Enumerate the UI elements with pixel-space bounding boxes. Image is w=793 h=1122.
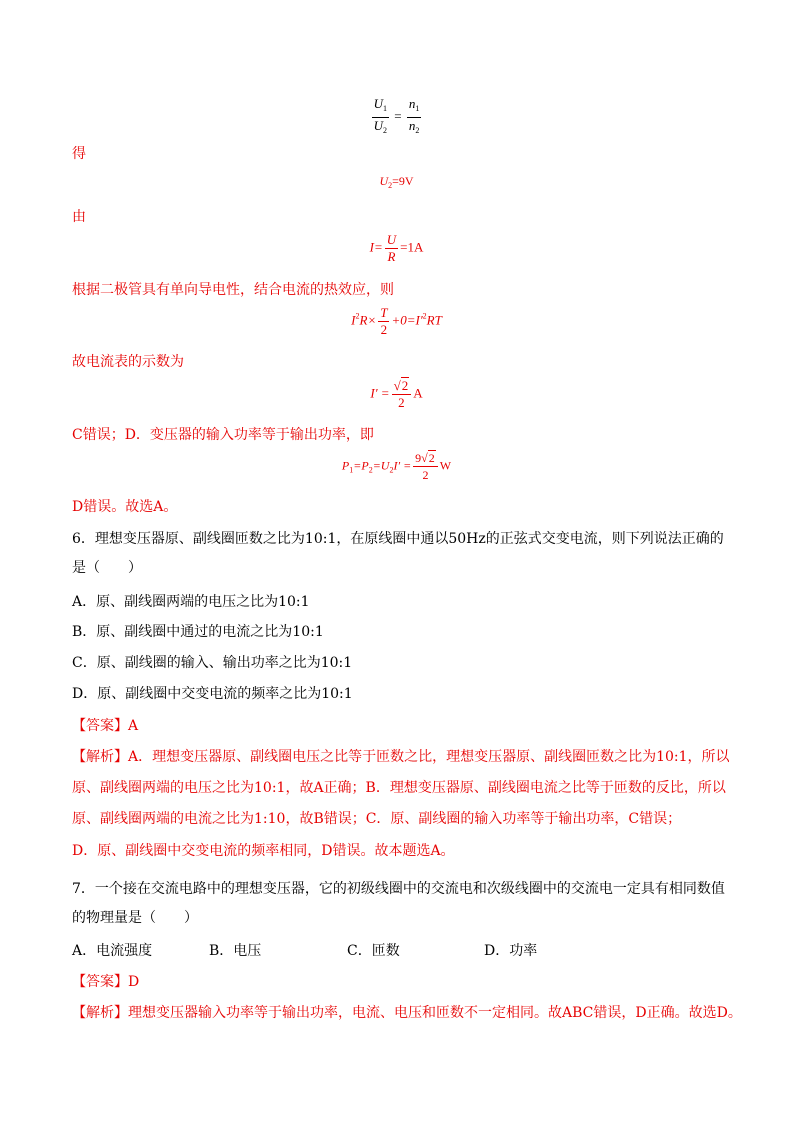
q7-option-a: A．电流强度 [72,943,153,959]
formula-rms-current: I′ = $\frac{√2}{2}$ A [370,378,423,410]
q6-option-a: A．原、副线圈两端的电压之比为10:1 [72,594,310,610]
q7-analysis: 【解析】理想变压器输入功率等于输出功率，电流、电压和匝数不一定相同。故ABC错误，D正确。故选D。 [72,1005,742,1021]
q6-analysis-line2: 原、副线圈两端的电压之比为10:1，故A正确；B．理想变压器原、副线圈电流之比等于匝数的反比，所以 [72,780,726,796]
q7-stem-line1: 7．一个接在交流电路中的理想变压器，它的初级线圈中的交流电和次级线圈中的交流电一定具有相同数值 [72,881,725,897]
text-c-wrong: C错误；D．变压器的输入功率等于输出功率，即 [72,427,374,443]
q7-option-c: C．匝数 [347,943,400,959]
formula-current: I= $\frac{U}{R}$ =1A [369,232,424,264]
q6-option-c: C．原、副线圈的输入、输出功率之比为10:1 [72,655,353,671]
q6-stem-line2: 是（ ） [72,560,142,576]
formula-u2: $U_2=9V$ [379,174,414,190]
q6-analysis-line3: 原、副线圈两端的电流之比为1:10，故B错误；C．原、副线圈的输入功率等于输出功率，C错误； [72,811,682,827]
q7-stem-line2: 的物理量是（ ） [72,910,198,926]
formula-power: $P_1=P_2=U_2I'$ = $\frac{9√2}{2}$ W [341,451,452,482]
text-ammeter-reading: 故电流表的示数为 [72,354,184,370]
q6-analysis-line1: 【解析】A．理想变压器原、副线圈电压之比等于匝数之比，理想变压器原、副线圈匝数之比为10:1，所以 [72,749,730,765]
text-diode-basis: 根据二极管具有单向导电性，结合电流的热效应，则 [72,282,394,298]
formula-voltage-ratio: $\frac{U_1}{U_2}$ = $\frac{n_1}{n_2}$ [373,96,420,135]
formula-heat-effect: $I^2R\times$ $\frac{T}{2}$ $+0=I'^2RT$ [351,305,442,337]
q6-analysis-line4: D．原、副线圈中交变电流的频率相同，D错误。故本题选A。 [72,843,455,859]
q6-option-d: D．原、副线圈中交变电流的频率之比为10:1 [72,686,353,702]
q6-stem-line1: 6．理想变压器原、副线圈匝数之比为10:1，在原线圈中通以50Hz的正弦式交变电流，则下列说法正确的 [72,531,724,547]
text-you: 由 [72,209,86,225]
q7-option-b: B．电压 [209,943,262,959]
text-de: 得 [72,146,86,162]
text-d-wrong: D错误。故选A。 [72,499,178,515]
q7-option-d: D．功率 [484,943,538,959]
q7-answer: 【答案】D [72,974,140,990]
q6-option-b: B．原、副线圈中通过的电流之比为10:1 [72,624,324,640]
q6-answer: 【答案】A [72,718,139,734]
